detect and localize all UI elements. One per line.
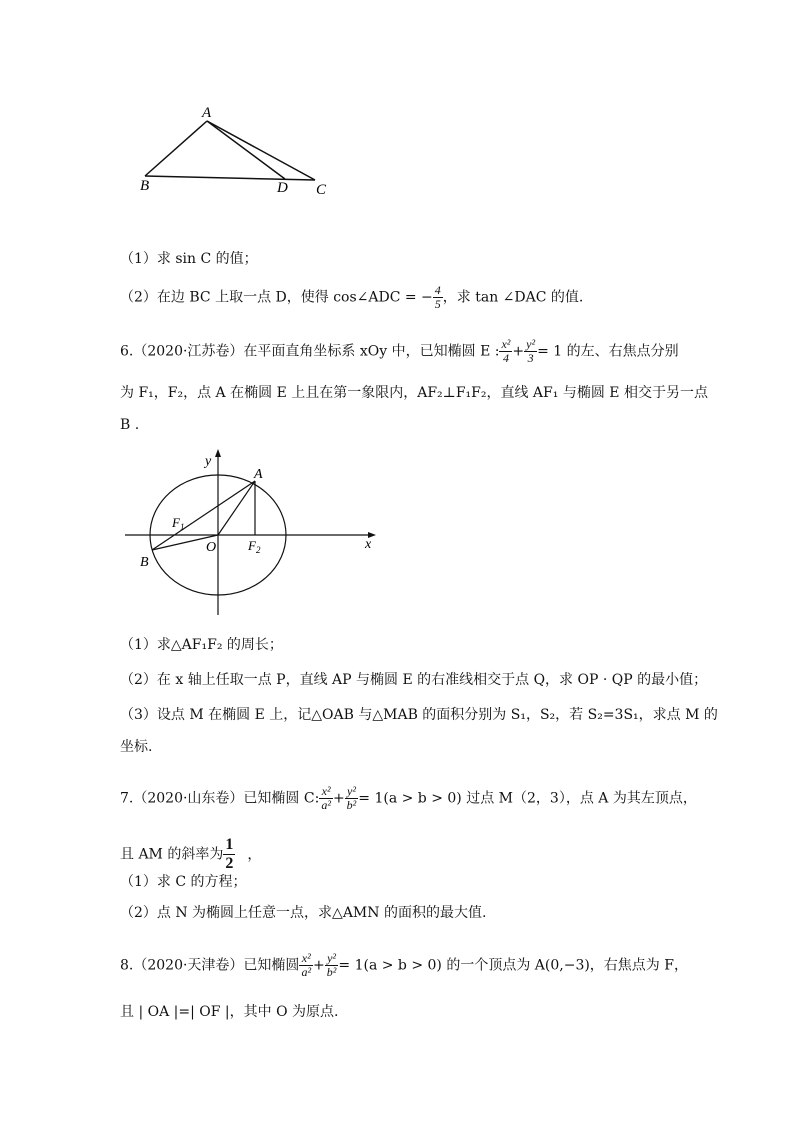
q6-part2: （2）在 x 轴上任取一点 P，直线 AP 与椭圆 E 的右准线相交于点 Q，求 OP · QP 的最小值； (120, 672, 708, 688)
q6-part3: （3）设点 M 在椭圆 E 上，记△OAB 与△MAB 的面积分别为 S₁，S₂，若 S₂=3S₁，求点 M 的 (120, 707, 718, 723)
y-axis-arrow (215, 449, 221, 457)
label-A2: A (254, 467, 263, 482)
segment-AD (207, 121, 285, 179)
plus-sign: + (512, 343, 525, 360)
frac-den: b² (326, 965, 337, 979)
frac-num: y² (526, 337, 536, 351)
q7-line2 (120, 836, 261, 873)
q8-line2: 且 | OA |=| OF |，其中 O 为原点. (120, 1004, 339, 1020)
label-B: B (140, 178, 150, 194)
frac-den: 3 (527, 351, 534, 365)
side-AC (207, 121, 315, 180)
frac-den: 2 (225, 855, 234, 872)
frac-num: y² (345, 785, 359, 799)
q7-intro-b: = 1(a > b > 0) 过点 M（2，3），点 A 为其左顶点， (358, 790, 697, 807)
q6-part1: （1）求△AF₁F₂ 的周长； (120, 637, 283, 653)
q6-intro-b: = 1 的左、右焦点分别 (537, 343, 679, 360)
line-AB (152, 481, 255, 550)
label-D: D (277, 180, 288, 196)
q5-part2 (120, 284, 583, 311)
ellipse-figure (120, 445, 390, 620)
q6-intro-a: 6.（2020·江苏卷）在平面直角坐标系 xOy 中，已知椭圆 E : (120, 343, 500, 360)
frac-num: 4 (434, 283, 441, 297)
frac-num: y² (325, 952, 339, 966)
q5-part2-text-b: ，求 tan ∠DAC 的值. (442, 289, 584, 306)
fraction-y2-3 (524, 338, 537, 365)
label-x: x (365, 537, 372, 552)
fraction-x2-a2 (319, 785, 333, 812)
q7-intro (120, 785, 697, 812)
q8-intro (120, 952, 688, 979)
q6-line3: B . (120, 417, 140, 433)
q6-line2: 为 F₁，F₂，点 A 在椭圆 E 上且在第一象限内，AF₂⊥F₁F₂，直线 AF₁ 与椭圆 E 相交于另一点 (120, 385, 708, 401)
fraction-y2-b2 (325, 952, 339, 979)
q6-part3b: 坐标. (120, 739, 153, 755)
label-F2-sub: 2 (255, 545, 261, 555)
fraction-4-5 (433, 284, 443, 311)
frac-num: x² (319, 785, 333, 799)
frac-den: 5 (434, 297, 441, 311)
q7-part2: （2）点 N 为椭圆上任意一点，求△AMN 的面积的最大值. (120, 905, 487, 921)
label-O: O (206, 540, 217, 555)
plus-sign: + (313, 957, 325, 974)
triangle-figure (130, 100, 340, 200)
q7-line2-b: ， (247, 846, 262, 863)
q8-intro-b: = 1(a > b > 0) 的一个顶点为 A(0,−3)，右焦点为 F， (338, 957, 688, 974)
plus-sign: + (332, 790, 345, 807)
label-F2-main: F (248, 538, 256, 553)
fraction-y2-b2 (345, 785, 359, 812)
frac-den: a² (301, 965, 312, 979)
segment-OA (218, 481, 255, 535)
label-F1-main: F (172, 515, 180, 530)
frac-den: b² (346, 798, 357, 812)
q7-intro-a: 7.（2020·山东卷）已知椭圆 C: (120, 790, 320, 807)
label-y: y (205, 454, 212, 469)
label-F1 (171, 515, 184, 532)
label-A: A (202, 105, 212, 121)
fraction-1-2 (223, 836, 235, 873)
label-C: C (316, 182, 327, 198)
label-F1-sub: 1 (179, 522, 185, 532)
q7-line2-a: 且 AM 的斜率为 (120, 846, 224, 863)
side-BC (145, 176, 315, 180)
q7-part1: （1）求 C 的方程； (120, 874, 247, 890)
q6-intro (120, 338, 679, 365)
label-B2: B (140, 555, 149, 570)
label-F2 (247, 538, 261, 555)
frac-num: x² (501, 337, 511, 351)
frac-num: 1 (225, 836, 234, 853)
q8-intro-a: 8.（2020·天津卷）已知椭圆 (120, 957, 300, 974)
frac-den: a² (321, 798, 331, 812)
q5-part2-text-a: （2）在边 BC 上取一点 D，使得 cos∠ADC = − (120, 289, 433, 306)
fraction-x2-a2 (299, 952, 313, 979)
frac-den: 4 (502, 351, 509, 365)
fraction-x2-4 (499, 338, 512, 365)
frac-num: x² (299, 952, 313, 966)
q5-part1: （1）求 sin C 的值； (120, 251, 258, 267)
side-AB (145, 121, 207, 176)
